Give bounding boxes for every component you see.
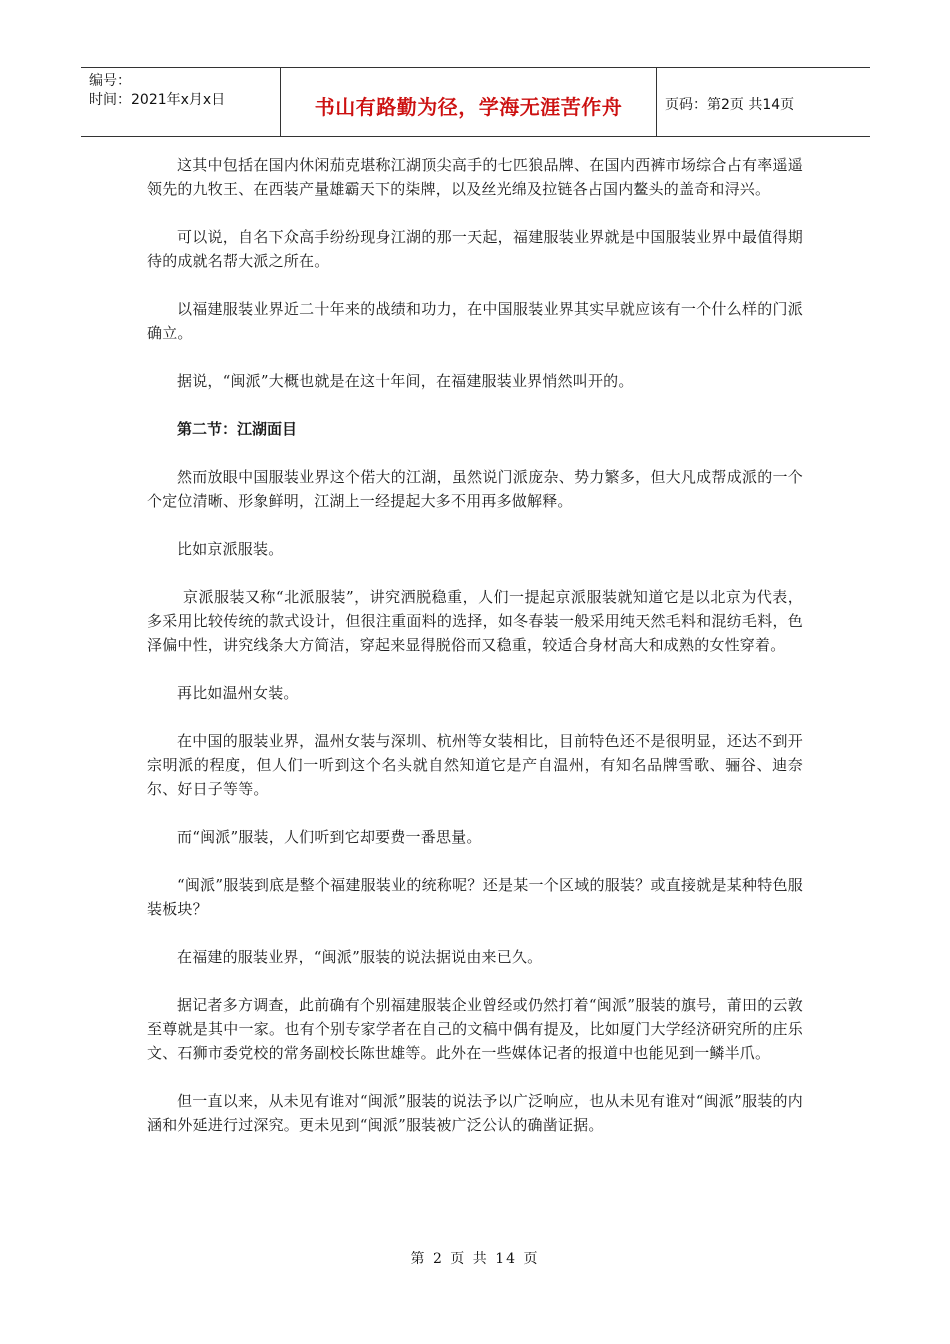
paragraph: 比如京派服装。	[177, 540, 284, 558]
paragraph: 然而放眼中国服装业界这个偌大的江湖，虽然说门派庞杂、势力繁多，但大凡成帮成派的一个个定位清晰、形象鲜明，江湖上一经提起大多不用再多做解释。	[147, 468, 803, 510]
paragraph: 而“闽派”服装，人们听到它却要费一番思量。	[177, 828, 482, 846]
header-page-info: 页码：第2页 共14页	[665, 97, 795, 113]
paragraph: “闽派”服装到底是整个福建服装业的统称呢？还是某一个区域的服装？或直接就是某种特色服装板块？	[147, 876, 803, 918]
paragraph: 以福建服装业界近二十年来的战绩和功力，在中国服装业界其实早就应该有一个什么样的门派确立。	[147, 300, 803, 342]
header-meta	[81, 68, 281, 136]
paragraph: 在中国的服装业界，温州女装与深圳、杭州等女装相比，目前特色还不是很明显，还达不到开宗明派的程度，但人们一听到这个名头就自然知道它是产自温州，有知名品牌雪歌、骊谷、迪奈尔、好日子等等。	[147, 732, 803, 798]
document-body	[147, 153, 803, 1161]
page-footer: 第 2 页 共 14 页	[410, 1251, 540, 1267]
paragraph: 据记者多方调查，此前确有个别福建服装企业曾经或仍然打着“闽派”服装的旗号，莆田的云敦至尊就是其中一家。也有个别专家学者在自己的文稿中偶有提及，比如厦门大学经济研究所的庄乐文、石狮市委党校的常务副校长陈世雄等。此外在一些媒体记者的报道中也能见到一鳞半爪。	[147, 996, 803, 1062]
section-title: 第二节：江湖面目	[177, 420, 298, 438]
paragraph: 再比如温州女装。	[177, 684, 299, 702]
code-label: 编号：	[89, 73, 131, 89]
paragraph: 这其中包括在国内休闲茄克堪称江湖顶尖高手的七匹狼品牌、在国内西裤市场综合占有率遥遥领先的九牧王、在西装产量雄霸天下的柒牌，以及丝光绵及拉链各占国内鳌头的盖奇和浔兴。	[147, 156, 803, 198]
paragraph: 在福建的服装业界，“闽派”服装的说法据说由来已久。	[177, 948, 543, 966]
paragraph: 可以说，自名下众高手纷纷现身江湖的那一天起，福建服装业界就是中国服装业界中最值得期待的成就名帮大派之所在。	[147, 228, 803, 270]
time-label: 时间：2021年x月x日	[89, 92, 226, 108]
paragraph: 京派服装又称“北派服装”，讲究洒脱稳重，人们一提起京派服装就知道它是以北京为代表，多采用比较传统的款式设计，但很注重面料的选择，如冬春装一般采用纯天然毛料和混纺毛料，色泽偏中性，讲究线条大方简洁，穿起来显得脱俗而又稳重，较适合身材高大和成熟的女性穿着。	[147, 588, 803, 654]
paragraph: 据说，“闽派”大概也就是在这十年间，在福建服装业界悄然叫开的。	[177, 372, 634, 390]
page-header	[81, 67, 870, 137]
header-motto: 书山有路勤为径，学海无涯苦作舟	[281, 68, 657, 136]
paragraph: 但一直以来，从未见有谁对“闽派”服装的说法予以广泛响应，也从未见有谁对“闽派”服装的内涵和外延进行过深究。更未见到“闽派”服装被广泛公认的确凿证据。	[147, 1092, 803, 1134]
